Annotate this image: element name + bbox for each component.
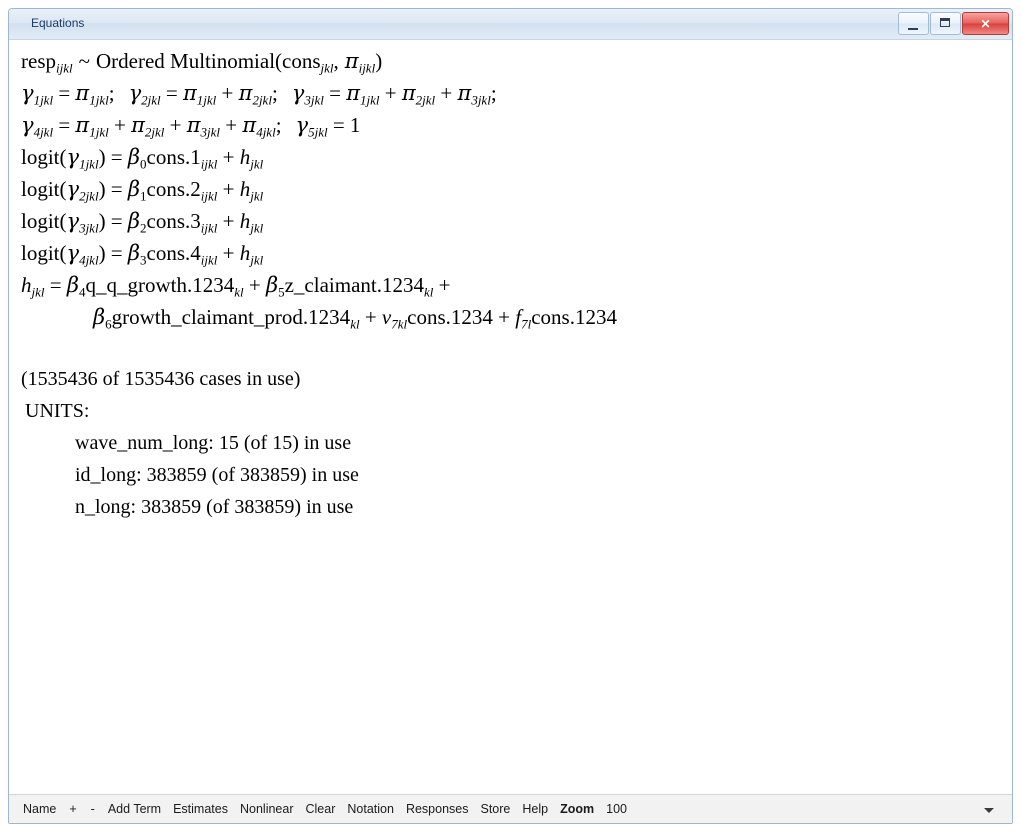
toolbar-increase-button[interactable]: + xyxy=(69,802,77,816)
equation-line-gamma-4-5[interactable]: $\gamma_{4jkl} = \pi_{1jkl} + \pi_{2jkl} + \pi_{3jkl} + \pi_{4jkl}$; $\gamma_{5jkl} = 1$ xyxy=(21,113,361,140)
toolbar-help-button[interactable]: Help xyxy=(522,802,549,816)
equation-canvas[interactable] xyxy=(9,40,1012,793)
window-controls xyxy=(898,12,1009,35)
zoom-value[interactable]: 100 xyxy=(606,802,627,816)
toolbar-decrease-button[interactable]: - xyxy=(90,802,95,816)
equation-line-logit-3[interactable]: $logit(\gamma_{3jkl})$ = $\beta_2cons.3_{ijkl} + h_{jkl}$ xyxy=(21,209,264,236)
window-title: Equations xyxy=(31,16,85,30)
chevron-down-icon[interactable] xyxy=(980,800,998,818)
toolbar-store-button[interactable]: Store xyxy=(480,802,511,816)
equation-line-response[interactable]: resp$_{ijkl}$ ~ Ordered Multinomial(cons$_{jkl}$, $\pi_{ijkl}$) xyxy=(21,49,383,76)
minimize-icon xyxy=(908,28,918,30)
toolbar-zoom-label[interactable]: Zoom xyxy=(560,802,595,816)
equation-spacer xyxy=(21,334,1002,364)
unit-line-id-long: id_long: 383859 (of 383859) in use xyxy=(75,464,359,486)
toolbar-name-button[interactable]: Name xyxy=(23,802,57,816)
toolbar-add-term-button[interactable]: Add Term xyxy=(107,802,162,816)
toolbar-nonlinear-button[interactable]: Nonlinear xyxy=(239,802,294,816)
units-header: UNITS: xyxy=(25,400,90,422)
cases-in-use: (1535436 of 1535436 cases in use) xyxy=(21,368,301,390)
equation-line-h-part2[interactable]: $\beta_6growth\_claimant\_prod.1234_{kl}$ + $v_{7kl}cons.1234$ + $f_{7l}cons.1234$ xyxy=(93,305,617,332)
title-bar[interactable] xyxy=(9,9,1012,40)
minimize-button[interactable] xyxy=(898,12,929,35)
toolbar-clear-button[interactable]: Clear xyxy=(305,802,336,816)
close-icon: ✕ xyxy=(980,16,991,31)
toolbar-responses-button[interactable]: Responses xyxy=(405,802,469,816)
maximize-icon xyxy=(940,18,950,27)
unit-line-wave-num-long: wave_num_long: 15 (of 15) in use xyxy=(75,432,352,454)
maximize-button[interactable] xyxy=(930,12,961,35)
unit-line-n-long: n_long: 383859 (of 383859) in use xyxy=(75,496,354,518)
equations-toolbar xyxy=(9,794,1012,823)
equation-line-gamma-1-3[interactable]: $\gamma_{1jkl} = \pi_{1jkl}$; $\gamma_{2jkl} = \pi_{1jkl} + \pi_{2jkl}$; $\gamma_{3jkl} = \pi_{1jkl} + \pi_{2jkl} + \pi_{3jkl}$; xyxy=(21,81,497,108)
equation-line-logit-2[interactable]: $logit(\gamma_{2jkl})$ = $\beta_1cons.2_{ijkl} + h_{jkl}$ xyxy=(21,177,264,204)
equation-line-logit-4[interactable]: $logit(\gamma_{4jkl})$ = $\beta_3cons.4_{ijkl} + h_{jkl}$ xyxy=(21,241,264,268)
close-button[interactable] xyxy=(962,12,1009,35)
equation-line-logit-1[interactable]: $logit(\gamma_{1jkl})$ = $\beta_0cons.1_{ijkl} + h_{jkl}$ xyxy=(21,145,264,172)
toolbar-estimates-button[interactable]: Estimates xyxy=(173,802,228,816)
equation-line-h-part1[interactable]: $h_{jkl}$ = $\beta_4q\_q\_growth.1234_{kl}$ + $\beta_5z\_claimant.1234_{kl}$ + xyxy=(21,273,451,300)
toolbar-notation-button[interactable]: Notation xyxy=(347,802,394,816)
equations-window xyxy=(8,8,1013,824)
